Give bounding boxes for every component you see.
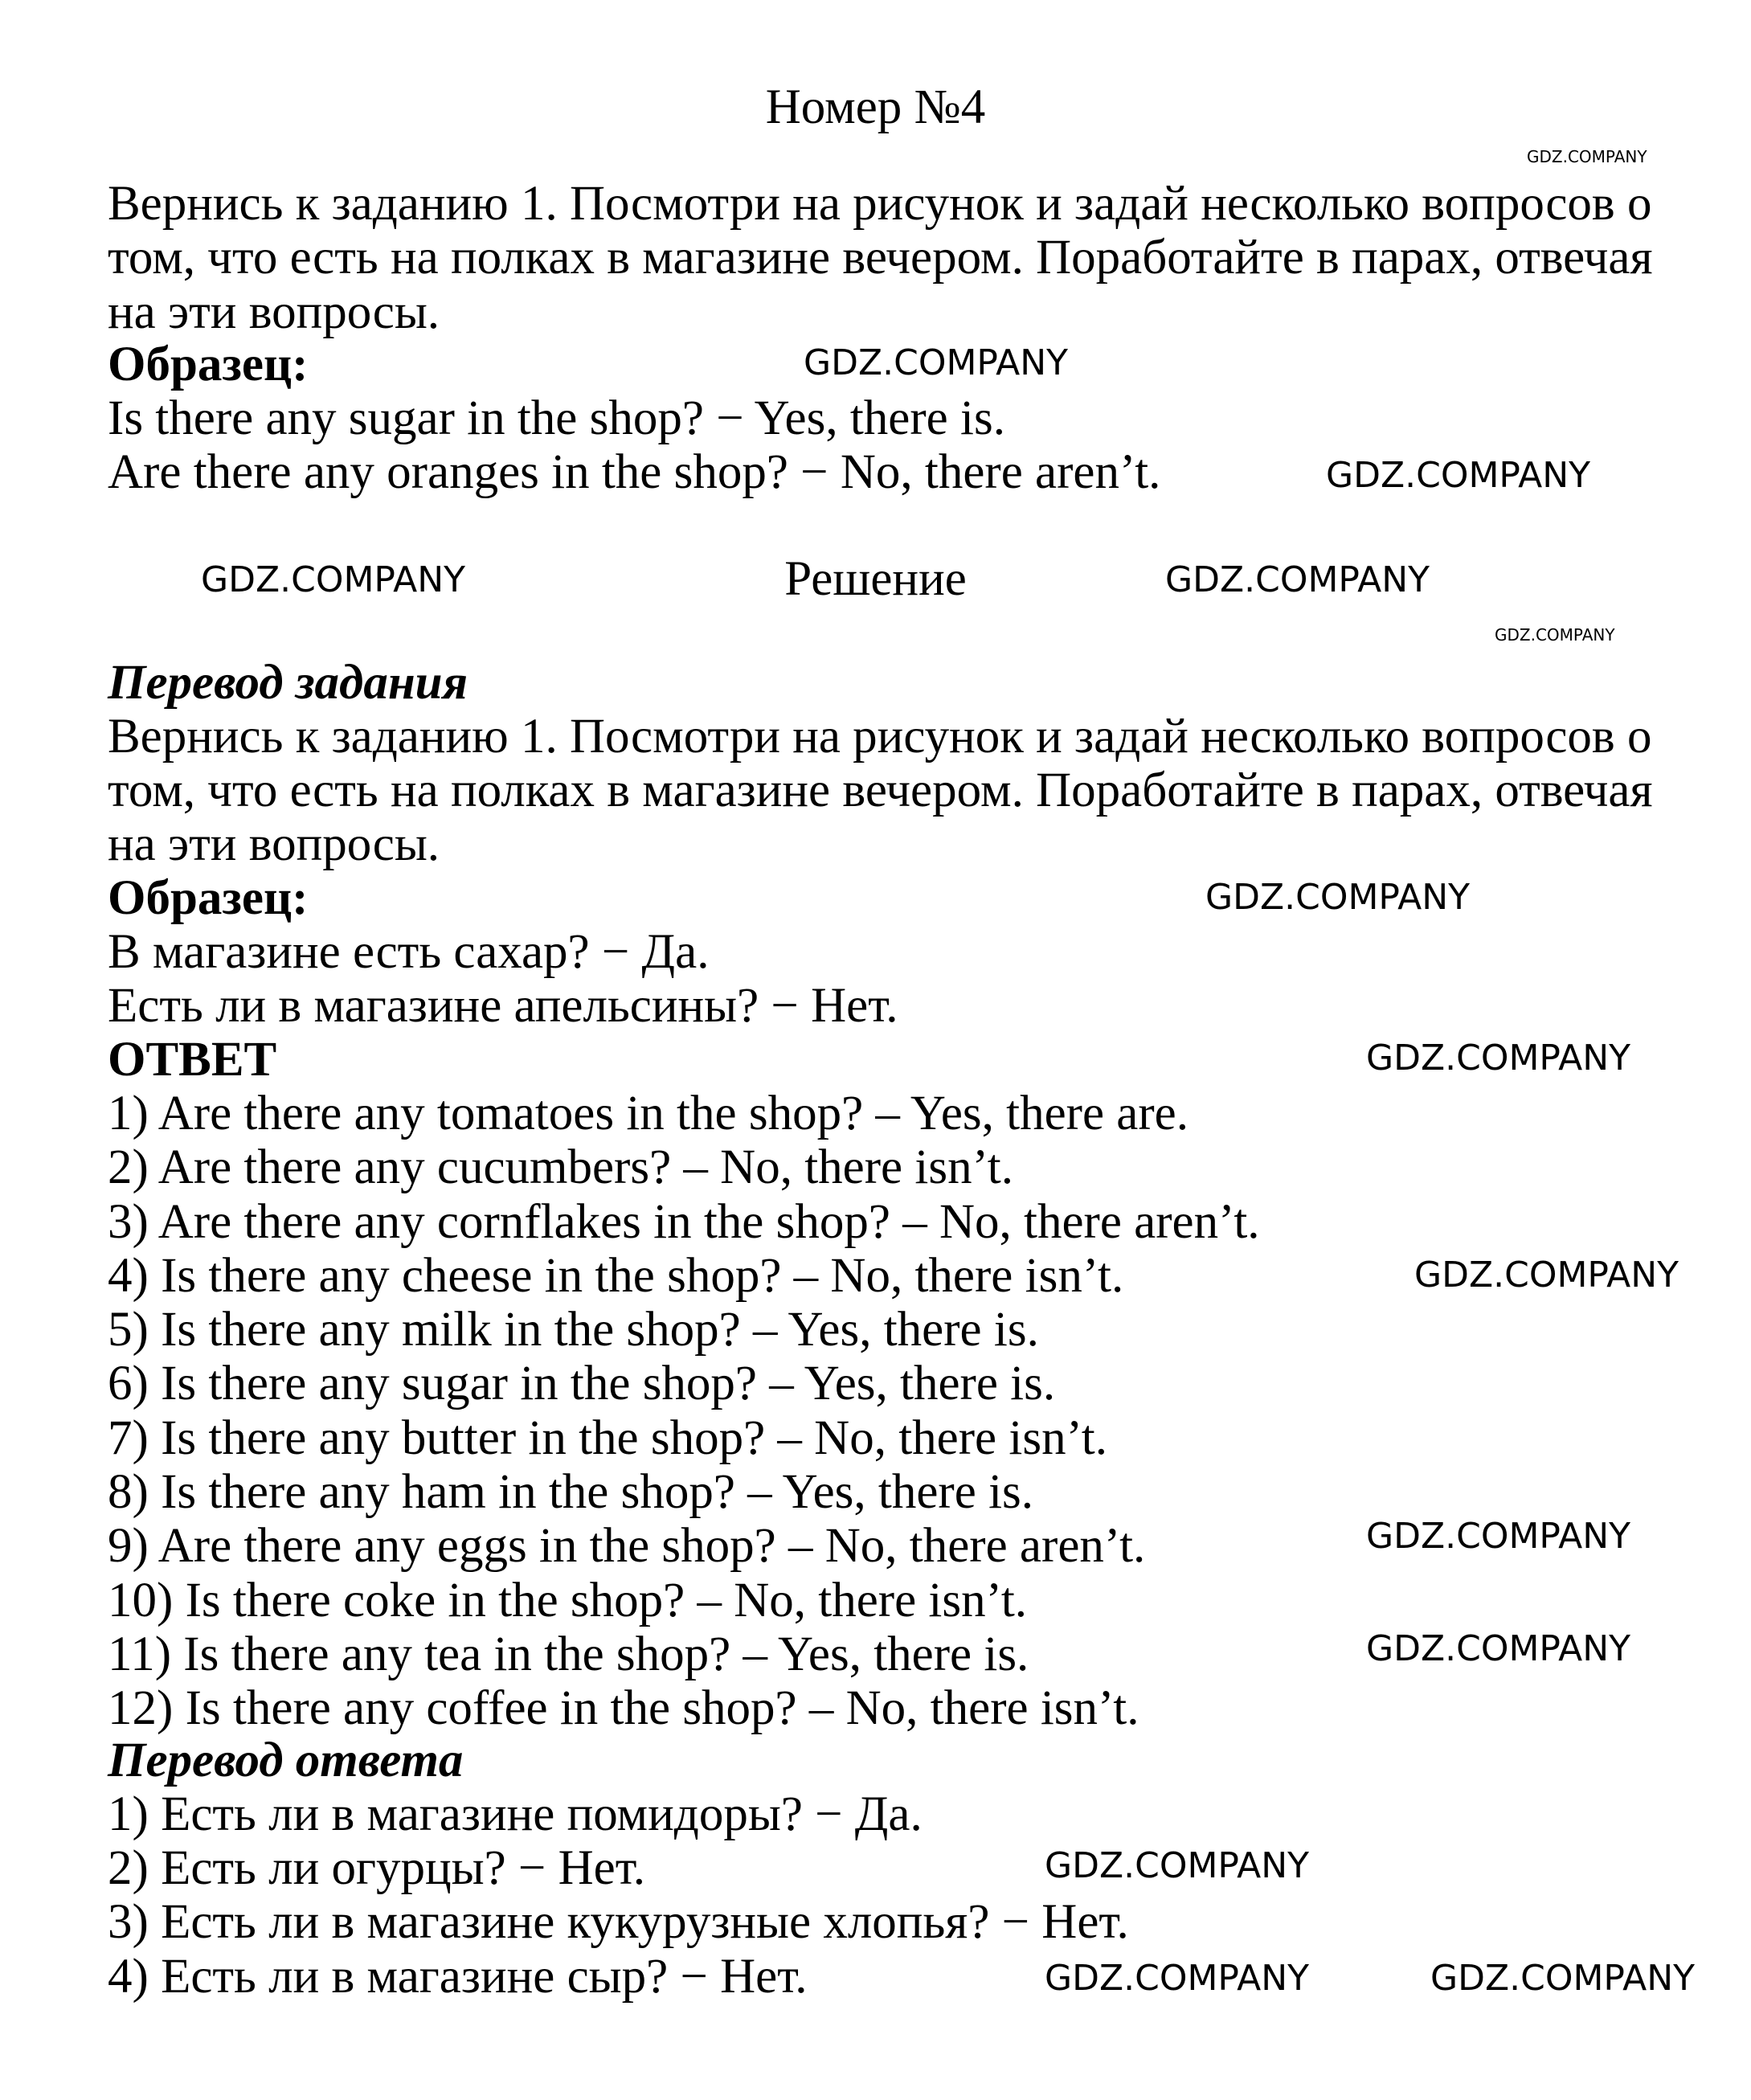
- translation-line: на эти вопросы.: [108, 817, 440, 871]
- answer-item: 12) Is there any coffee in the shop? – No, there isn’t.: [108, 1681, 1139, 1735]
- answer-item: 9) Are there any eggs in the shop? – No, there aren’t.: [108, 1519, 1146, 1573]
- answer-item: 1) Are there any tomatoes in the shop? – Yes, there are.: [108, 1087, 1189, 1140]
- watermark-logo: GDZ.COMPANY: [1366, 1628, 1631, 1669]
- translation-line: Вернись к заданию 1. Посмотри на рисунок и задай несколько вопросов о: [108, 710, 1652, 763]
- sample-line: Are there any oranges in the shop? − No, there aren’t.: [108, 445, 1161, 499]
- answer-translation-item: 3) Есть ли в магазине кукурузные хлопья? − Нет.: [108, 1895, 1129, 1949]
- watermark-logo: GDZ.COMPANY: [1165, 559, 1430, 600]
- watermark-logo: GDZ.COMPANY: [1205, 877, 1471, 918]
- watermark-logo: GDZ.COMPANY: [804, 342, 1069, 383]
- watermark-logo: GDZ.COMPANY: [1045, 1958, 1310, 1999]
- answer-item: 11) Is there any tea in the shop? – Yes, there is.: [108, 1627, 1029, 1681]
- watermark-logo: GDZ.COMPANY: [1366, 1038, 1631, 1079]
- answer-item: 7) Is there any butter in the shop? – No, there isn’t.: [108, 1411, 1107, 1465]
- answer-translation-item: 2) Есть ли огурцы? − Нет.: [108, 1841, 646, 1895]
- sample-line: Is there any sugar in the shop? − Yes, there is.: [108, 391, 1005, 445]
- answer-translation-item: 4) Есть ли в магазине сыр? − Нет.: [108, 1950, 808, 2004]
- answer-item: 2) Are there any cucumbers? – No, there isn’t.: [108, 1140, 1013, 1194]
- watermark-logo: GDZ.COMPANY: [1045, 1845, 1310, 1886]
- translation-line: том, что есть на полках в магазине вечером. Поработайте в парах, отвечая: [108, 763, 1653, 817]
- task-line: на эти вопросы.: [108, 285, 440, 339]
- translation-sample-label: Образец:: [108, 871, 309, 925]
- answer-heading: ОТВЕТ: [108, 1033, 277, 1087]
- answer-translation-item: 1) Есть ли в магазине помидоры? − Да.: [108, 1787, 923, 1841]
- solution-heading: Решение: [784, 552, 967, 606]
- answer-item: 10) Is there coke in the shop? – No, there isn’t.: [108, 1574, 1028, 1627]
- translation-sample-line: Есть ли в магазине апельсины? − Нет.: [108, 979, 898, 1033]
- watermark-logo: GDZ.COMPANY: [1326, 455, 1591, 496]
- answer-item: 8) Is there any ham in the shop? – Yes, there is.: [108, 1465, 1034, 1519]
- watermark-logo: GDZ.COMPANY: [1527, 147, 1647, 166]
- watermark-logo: GDZ.COMPANY: [1495, 625, 1615, 645]
- task-line: Вернись к заданию 1. Посмотри на рисунок и задай несколько вопросов о: [108, 177, 1652, 231]
- answer-item: 6) Is there any sugar in the shop? – Yes, there is.: [108, 1357, 1056, 1410]
- watermark-logo: GDZ.COMPANY: [201, 559, 466, 600]
- translation-sample-line: В магазине есть сахар? − Да.: [108, 925, 710, 979]
- answer-item: 5) Is there any milk in the shop? – Yes, there is.: [108, 1303, 1039, 1357]
- watermark-logo: GDZ.COMPANY: [1414, 1255, 1679, 1296]
- translation-heading: Перевод задания: [108, 656, 468, 710]
- answer-item: 3) Are there any cornflakes in the shop? – No, there aren’t.: [108, 1195, 1260, 1249]
- watermark-logo: GDZ.COMPANY: [1366, 1516, 1631, 1557]
- watermark-logo: GDZ.COMPANY: [1430, 1958, 1696, 1999]
- task-line: том, что есть на полках в магазине вечером. Поработайте в парах, отвечая: [108, 231, 1653, 285]
- answer-translation-heading: Перевод ответа: [108, 1734, 464, 1787]
- sample-label: Образец:: [108, 338, 309, 391]
- page-title: Номер №4: [765, 80, 986, 134]
- answer-item: 4) Is there any cheese in the shop? – No, there isn’t.: [108, 1249, 1124, 1303]
